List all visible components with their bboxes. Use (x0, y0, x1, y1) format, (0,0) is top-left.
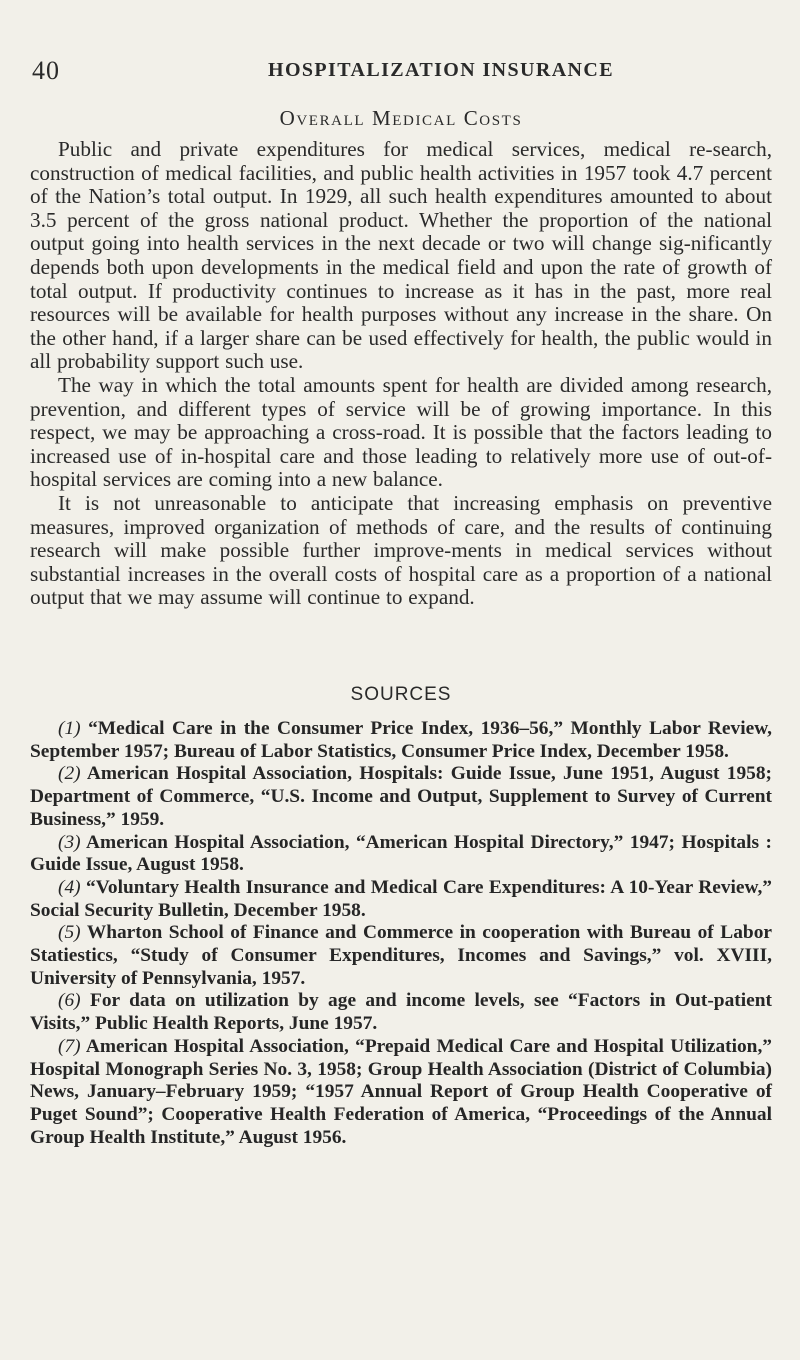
source-number: (3) (58, 831, 81, 853)
source-item (30, 763, 772, 831)
source-text: “Voluntary Health Insurance and Medical Care Expenditures: A 10-Year Review,” Social Security Bulletin, December 1958. (30, 876, 772, 921)
source-text: American Hospital Association, “American Hospital Directory,” 1947; Hospitals : Guide Issue, August 1958. (30, 831, 772, 876)
source-item (30, 832, 772, 877)
source-text: “Medical Care in the Consumer Price Index, 1936–56,” Monthly Labor Review, September 1957; Bureau of Labor Statistics, Consumer Price Index, December 1958. (30, 718, 772, 762)
source-number: (4) (58, 876, 81, 898)
section-heading: Overall Medical Costs (279, 106, 523, 130)
source-number: (5) (58, 922, 81, 944)
running-title: HOSPITALIZATION INSURANCE (268, 59, 614, 81)
source-number: (7) (58, 1035, 81, 1057)
paragraph: Public and private expenditures for medical services, medical re-search, construction of medical facilities, and public health activities in 1957 took 4.7 percent of the Nation’s total output. In 1929, all such health expenditures amounted to about 3.5 percent of the gross national product. Whether the proportion of the national output going into health services in the next decade or two will change sig-nificantly depends both upon developments in the medical field and upon the rate of growth of total output. If productivity continues to increase as it has in the past, more real resources will be available for health purposes without any increase in the share. On the other hand, if a larger share can be used effectively for health, the public would in all probability support such use. (30, 137, 772, 374)
source-item (30, 718, 772, 763)
source-item (30, 922, 772, 990)
running-header (30, 56, 772, 86)
source-text: Wharton School of Finance and Commerce in cooperation with Bureau of Labor Statiestics, “Study of Consumer Expenditures, Incomes and Savings,” vol. XVIII, University of Pennsylvania, 1957. (30, 922, 772, 989)
sources-list (30, 718, 772, 1149)
source-text: American Hospital Association, Hospitals: Guide Issue, June 1951, August 1958; Department of Commerce, “U.S. Income and Output, Supplement to Survey of Current Business,” 1959. (30, 763, 772, 830)
body-text (30, 138, 772, 610)
source-item (30, 990, 772, 1035)
paragraph: The way in which the total amounts spent for health are divided among research, prevention, and different types of service will be of growing importance. In this respect, we may be approaching a cross-road. It is possible that the factors leading to increased use of in-hospital care and those leading to relatively more use of out-of-hospital services are coming into a new balance. (30, 372, 772, 492)
source-item (30, 877, 772, 922)
source-number: (2) (58, 763, 81, 785)
source-number: (1) (58, 718, 81, 739)
sources-heading: SOURCES (350, 684, 452, 705)
paragraph: It is not unreasonable to anticipate that increasing emphasis on preventive measures, improved organization of methods of care, and the results of continuing research will make possible further improve-ments in medical services without substantial increases in the overall costs of hospital care as a proportion of a national output that we may assume will continue to expand. (30, 490, 772, 610)
source-text: American Hospital Association, “Prepaid Medical Care and Hospital Utilization,” Hospital Monograph Series No. 3, 1958; Group Health Association (District of Columbia) News, January–February 1959; “1957 Annual Report of Group Health Cooperative of Puget Sound”; Cooperative Health Federation of America, “Proceedings of the Annual Group Health Institute,” August 1956. (30, 1035, 773, 1148)
source-item (30, 1036, 772, 1150)
source-text: For data on utilization by age and income levels, see “Factors in Out-patient Visits,” Public Health Reports, June 1957. (30, 990, 772, 1035)
source-number: (6) (58, 990, 81, 1012)
page-number: 40 (32, 56, 60, 85)
